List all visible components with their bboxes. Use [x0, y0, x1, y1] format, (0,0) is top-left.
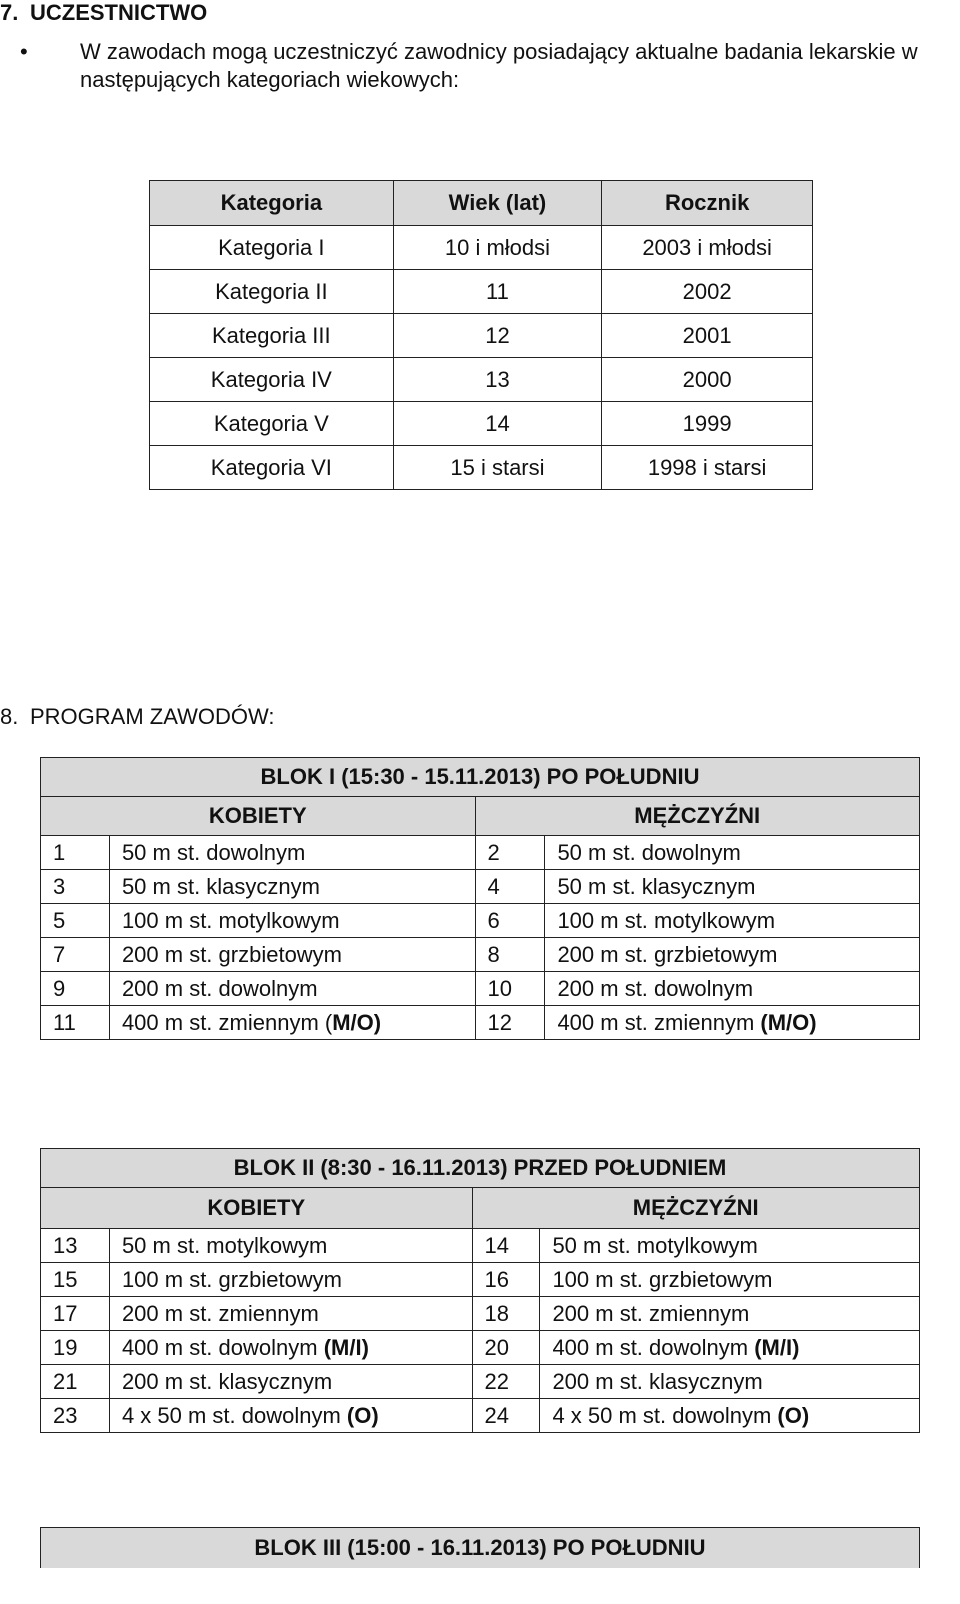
table-row: [41, 938, 920, 972]
blok-title-row: [41, 758, 920, 797]
men-header: MĘŻCZYŹNI: [475, 797, 920, 836]
event-name: 200 m st. klasycznym: [540, 1365, 920, 1399]
table-row: [41, 1331, 920, 1365]
section-number: 8.: [0, 704, 19, 729]
table-row: [150, 314, 813, 358]
table-cell: Kategoria IV: [150, 358, 394, 402]
table-cell: Kategoria III: [150, 314, 394, 358]
event-name: 100 m st. grzbietowym: [109, 1263, 472, 1297]
event-number: 12: [475, 1006, 545, 1040]
event-name: 400 m st. dowolnym (M/I): [540, 1331, 920, 1365]
event-number: 6: [475, 904, 545, 938]
table-header-row: [150, 181, 813, 226]
event-number: 14: [472, 1229, 540, 1263]
blok-title: BLOK II (8:30 - 16.11.2013) PRZED POŁUDNIEM: [41, 1149, 920, 1188]
event-number: 23: [41, 1399, 110, 1433]
event-number: 20: [472, 1331, 540, 1365]
blok-2-table: [40, 1148, 920, 1433]
event-name: 200 m st. grzbietowym: [545, 938, 920, 972]
event-number: 3: [41, 870, 110, 904]
table-row: [150, 446, 813, 490]
table-cell: 11: [393, 270, 602, 314]
event-number: 11: [41, 1006, 110, 1040]
event-name: 200 m st. zmiennym: [109, 1297, 472, 1331]
event-name: 100 m st. grzbietowym: [540, 1263, 920, 1297]
table-cell: 15 i starsi: [393, 446, 602, 490]
blok-title-row: [41, 1528, 920, 1569]
event-number: 10: [475, 972, 545, 1006]
event-number: 19: [41, 1331, 110, 1365]
header-cell: Wiek (lat): [393, 181, 602, 226]
event-name: 4 x 50 m st. dowolnym (O): [540, 1399, 920, 1433]
table-row: [41, 904, 920, 938]
event-number: 9: [41, 972, 110, 1006]
event-name: 400 m st. zmiennym (M/O): [109, 1006, 475, 1040]
section-title: UCZESTNICTWO: [30, 0, 208, 25]
bullet-text: W zawodach mogą uczestniczyć zawodnicy posiadający aktualne badania lekarskie w następujących kategoriach wiekowych:: [80, 39, 918, 92]
men-header: MĘŻCZYŹNI: [472, 1188, 920, 1229]
table-row: [41, 1006, 920, 1040]
event-number: 17: [41, 1297, 110, 1331]
table-row: [41, 1297, 920, 1331]
event-name: 50 m st. motylkowym: [540, 1229, 920, 1263]
event-name: 200 m st. klasycznym: [109, 1365, 472, 1399]
table-row: [150, 358, 813, 402]
header-cell: Rocznik: [602, 181, 813, 226]
table-cell: 2000: [602, 358, 813, 402]
event-name: 200 m st. dowolnym: [545, 972, 920, 1006]
event-name: 100 m st. motylkowym: [109, 904, 475, 938]
table-cell: 12: [393, 314, 602, 358]
event-name: 400 m st. zmiennym (M/O): [545, 1006, 920, 1040]
table-cell: Kategoria I: [150, 226, 394, 270]
table-row: [41, 836, 920, 870]
event-name: 50 m st. dowolnym: [109, 836, 475, 870]
event-number: 15: [41, 1263, 110, 1297]
event-name: 50 m st. klasycznym: [109, 870, 475, 904]
table-row: [150, 270, 813, 314]
table-row: [41, 1263, 920, 1297]
table-cell: 14: [393, 402, 602, 446]
event-number: 13: [41, 1229, 110, 1263]
table-cell: Kategoria V: [150, 402, 394, 446]
event-number: 16: [472, 1263, 540, 1297]
table-row: [41, 972, 920, 1006]
table-cell: 1999: [602, 402, 813, 446]
table-cell: 2002: [602, 270, 813, 314]
table-row: [41, 1365, 920, 1399]
event-number: 18: [472, 1297, 540, 1331]
event-name: 100 m st. motylkowym: [545, 904, 920, 938]
event-number: 8: [475, 938, 545, 972]
gender-header-row: [41, 797, 920, 836]
event-number: 22: [472, 1365, 540, 1399]
event-name: 200 m st. zmiennym: [540, 1297, 920, 1331]
women-header: KOBIETY: [41, 1188, 473, 1229]
event-number: 21: [41, 1365, 110, 1399]
header-cell: Kategoria: [150, 181, 394, 226]
table-cell: 13: [393, 358, 602, 402]
event-number: 2: [475, 836, 545, 870]
section-8-heading: [0, 704, 274, 730]
bullet-icon: •: [20, 39, 28, 64]
section-title: PROGRAM ZAWODÓW:: [30, 704, 275, 729]
event-number: 24: [472, 1399, 540, 1433]
event-name: 50 m st. motylkowym: [109, 1229, 472, 1263]
event-name: 50 m st. klasycznym: [545, 870, 920, 904]
women-header: KOBIETY: [41, 797, 476, 836]
table-row: [150, 226, 813, 270]
event-name: 50 m st. dowolnym: [545, 836, 920, 870]
section-number: 7.: [0, 0, 19, 25]
table-row: [41, 1229, 920, 1263]
table-cell: Kategoria II: [150, 270, 394, 314]
blok-3-table: [40, 1527, 920, 1568]
blok-title: BLOK III (15:00 - 16.11.2013) PO POŁUDNIU: [41, 1528, 920, 1569]
blok-1-table: [40, 757, 920, 1040]
table-cell: Kategoria VI: [150, 446, 394, 490]
table-cell: 2003 i młodsi: [602, 226, 813, 270]
event-number: 7: [41, 938, 110, 972]
section-7-heading: [0, 0, 207, 26]
event-number: 5: [41, 904, 110, 938]
event-name: 400 m st. dowolnym (M/I): [109, 1331, 472, 1365]
table-cell: 10 i młodsi: [393, 226, 602, 270]
event-name: 200 m st. grzbietowym: [109, 938, 475, 972]
gender-header-row: [41, 1188, 920, 1229]
table-cell: 1998 i starsi: [602, 446, 813, 490]
table-row: [41, 870, 920, 904]
event-name: 200 m st. dowolnym: [109, 972, 475, 1006]
event-name: 4 x 50 m st. dowolnym (O): [109, 1399, 472, 1433]
categories-table: [149, 180, 813, 490]
table-row: [150, 402, 813, 446]
table-row: [41, 1399, 920, 1433]
blok-title-row: [41, 1149, 920, 1188]
event-number: 1: [41, 836, 110, 870]
blok-title: BLOK I (15:30 - 15.11.2013) PO POŁUDNIU: [41, 758, 920, 797]
table-cell: 2001: [602, 314, 813, 358]
event-number: 4: [475, 870, 545, 904]
